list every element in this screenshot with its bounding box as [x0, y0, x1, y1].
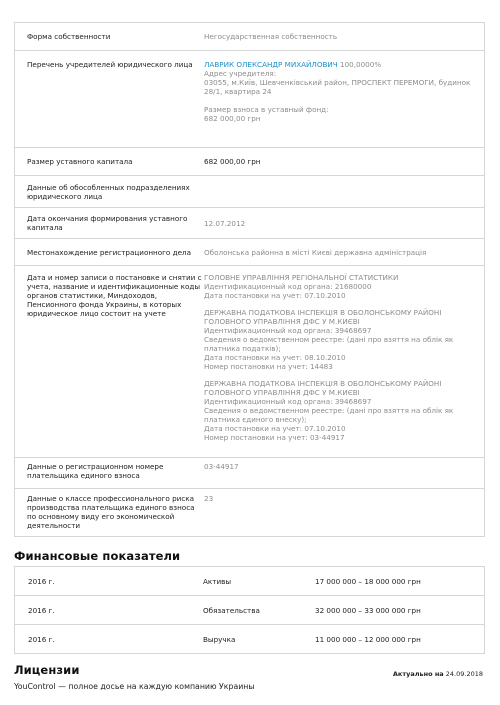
table-row — [15, 239, 484, 266]
row-label: Данные о классе профессионального риска производства плательщика единого взноса по основному виду его экономической деятельности — [27, 494, 195, 530]
table-row — [15, 266, 484, 458]
row-value: Оболонська районна в місті Києві державна адміністрація — [204, 247, 427, 257]
row-value: Негосударственная собственность — [204, 32, 338, 41]
row-label: Дата и номер записи о постановке и снятии с учета, название и идентификационные коды органов статистики, Миндоходов, Пенсионного фонда Украины, в которых юридическое лицо состоит на учете — [27, 273, 202, 318]
founder-share: 100,0000% — [337, 60, 382, 69]
row-label: Данные об обособленных подразделениях юридического лица — [27, 182, 190, 201]
table-row: 2016 г. Активы 17 000 000 – 18 000 000 грн — [15, 567, 484, 596]
row-value: 682 000,00 грн — [204, 157, 261, 166]
table-row — [15, 148, 484, 176]
registration-group: ДЕРЖАВНА ПОДАТКОВА ІНСПЕКЦІЯ В ОБОЛОНСЬКОМУ РАЙОНІ ГОЛОВНОГО УПРАВЛІННЯ ДФС У М.КИЄВІ Идентификационный код органа: 39468697 Сведения о ведомственном реестре: (дані про взяття на облік як платника єдиного внеску); Дата постановки на учет: 07.10.2010 Номер постановки на учет: 03-44917 — [204, 379, 454, 442]
footer-text: YouControl — полное досье на каждую компанию Украины — [14, 682, 255, 691]
table-row — [15, 208, 484, 239]
row-value: 12.07.2012 — [204, 218, 246, 228]
table-row — [15, 51, 484, 148]
table-row — [15, 489, 484, 537]
row-label: Дата окончания формирования уставного капитала — [27, 214, 188, 232]
founder-name-link[interactable]: ЛАВРИК ОЛЕКСАНДР МИХАЙЛОВИЧ — [204, 60, 338, 69]
financial-table — [14, 566, 485, 654]
row-label: Размер уставного капитала — [27, 157, 133, 166]
registrations-value — [204, 273, 484, 457]
row-label: Местонахождение регистрационного дела — [27, 247, 191, 257]
row-value: 23 — [204, 494, 214, 503]
company-details-table — [14, 22, 485, 537]
row-label: Данные о регистрационном номере плательщика единого взноса — [27, 462, 164, 480]
founders-value — [204, 60, 484, 147]
licenses-section-title: Лицензии — [14, 663, 80, 677]
address-value: 03055, м.Київ, Шевченківський район, ПРОСПЕКТ ПЕРЕМОГИ, будинок 28/1, квартира 24 — [204, 78, 471, 96]
registration-group: ГОЛОВНЕ УПРАВЛІННЯ РЕГІОНАЛЬНОЇ СТАТИСТИКИ Идентификационный код органа: 21680000 Дата постановки на учет: 07.10.2010 — [204, 273, 399, 300]
row-value: 03-44917 — [204, 462, 239, 471]
table-row — [15, 458, 484, 489]
table-row — [15, 176, 484, 208]
financial-section-title: Финансовые показатели — [14, 549, 181, 563]
registration-group: ДЕРЖАВНА ПОДАТКОВА ІНСПЕКЦІЯ В ОБОЛОНСЬКОМУ РАЙОНІ ГОЛОВНОГО УПРАВЛІННЯ ДФС У М.КИЄВІ Идентификационный код органа: 39468697 Сведения о ведомственном реестре: (дані про взяття на облік як платника податків); Дата постановки на учет: 08.10.2010 Номер постановки на учет: 14483 — [204, 308, 454, 371]
table-row — [15, 23, 484, 51]
table-row: 2016 г. Обязательства 32 000 000 – 33 000 000 грн — [15, 596, 484, 625]
actual-date: Актуально на 24.09.2018 — [392, 670, 483, 678]
row-label: Перечень учредителей юридического лица — [27, 60, 193, 69]
contribution-value: 682 000,00 грн — [204, 114, 261, 123]
contribution-label: Размер взноса в уставный фонд: — [204, 105, 329, 114]
table-row: 2016 г. Выручка 11 000 000 – 12 000 000 грн — [15, 625, 484, 654]
row-label: Форма собственности — [27, 32, 111, 41]
address-label: Адрес учредителя: — [204, 69, 277, 78]
